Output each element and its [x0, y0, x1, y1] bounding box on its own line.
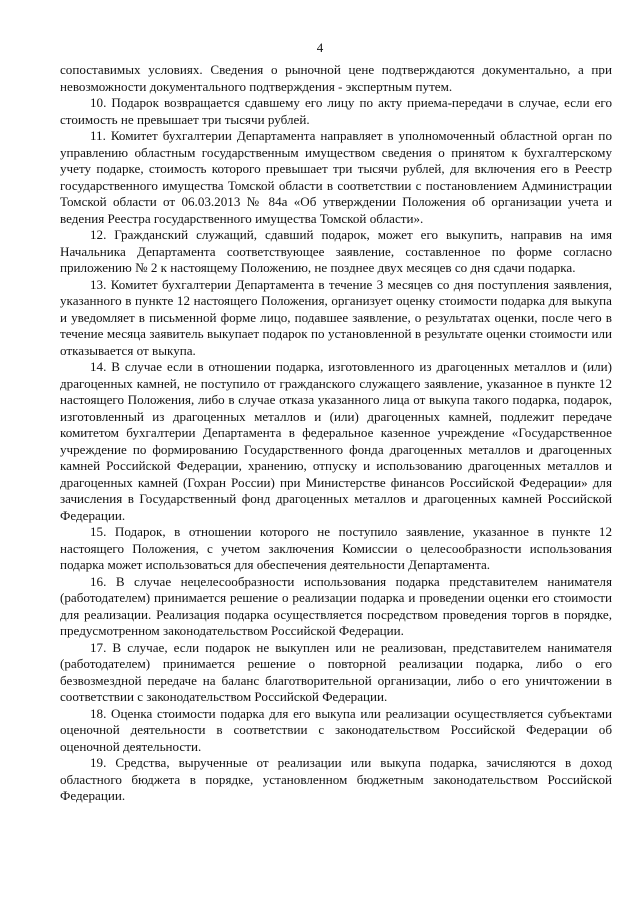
page-number: 4: [316, 40, 324, 55]
paragraph-10: 10. Подарок возвращается сдавшему его лицу по акту приема-передачи в случае, если его стоимость не превышает три тысячи рублей.: [60, 95, 612, 127]
document-body: [60, 62, 612, 805]
paragraph-17: 17. В случае, если подарок не выкуплен или не реализован, представителем нанимателя (работодателем) принимается решение о повторной реализации подарка, либо о его безвозмездной передаче на баланс благотворительной организации, либо о его уничтожении в соответствии с законодательством Российской Федерации.: [60, 639, 612, 704]
paragraph-19: 19. Средства, вырученные от реализации или выкупа подарка, зачисляются в доход областного бюджета в порядке, установленном бюджетным законодательством Российской Федерации.: [60, 755, 612, 803]
paragraph-11: 11. Комитет бухгалтерии Департамента направляет в уполномоченный областной орган по управлению областным государственным имуществом сведения о принятом к бухгалтерскому учету подарке, стоимость которого превышает три тысячи рублей, для включения его в Реестр государственного имущества Томской области в соответствии с постановлением Администрации Томской области от 06.03.2013 № 84а «Об утверждении Положения об организации учета и ведения Реестра государственного имущества Томской области».: [60, 128, 612, 226]
paragraph-12: 12. Гражданский служащий, сдавший подарок, может его выкупить, направив на имя Начальника Департамента соответствующее заявление, составленное по форме согласно приложению № 2 к настоящему Положению, не позднее двух месяцев со дня сдачи подарка.: [60, 227, 612, 275]
paragraph-16: 16. В случае нецелесообразности использования подарка представителем нанимателя (работодателем) принимается решение о реализации подарка и проведении оценки его стоимости для реализации. Реализация подарка осуществляется посредством проведения торгов в порядке, предусмотренном законодательством Российской Федерации.: [60, 573, 612, 638]
paragraph-15: 15. Подарок, в отношении которого не поступило заявление, указанное в пункте 12 настоящего Положения, с учетом заключения Комиссии о целесообразности использования подарка может использоваться для обеспечения деятельности Департамента.: [60, 524, 612, 572]
paragraph-14: 14. В случае если в отношении подарка, изготовленного из драгоценных металлов и (или) драгоценных камней, не поступило от гражданского служащего заявление, указанное в пункте 12 настоящего Положения, либо в случае отказа указанного лица от выкупа такого подарка, подарок, изготовленный из драгоценных металлов и (или) драгоценных камней, подлежит передаче комитетом бухгалтерии Департамента в федеральное казенное учреждение «Государственное учреждение по формированию Государственного фонда драгоценных металлов и драгоценных камней Российской Федерации, хранению, отпуску и использованию драгоценных металлов и драгоценных камней (Гохран России) при Министерстве финансов Российской Федерации» для зачисления в Государственный фонд драгоценных металлов и драгоценных камней Российской Федерации.: [60, 359, 612, 523]
paragraph-13: 13. Комитет бухгалтерии Департамента в течение 3 месяцев со дня поступления заявления, указанного в пункте 12 настоящего Положения, организует оценку стоимости подарка для выкупа и уведомляет в письменной форме лицо, подавшее заявление, о результатах оценки, после чего в течение месяца заявитель выкупает подарок по установленной в результате оценки стоимости или отказывается от выкупа.: [60, 276, 612, 358]
paragraph-18: 18. Оценка стоимости подарка для его выкупа или реализации осуществляется субъектами оценочной деятельности в соответствии с законодательством Российской Федерации об оценочной деятельности.: [60, 705, 612, 754]
paragraph-continuation: сопоставимых условиях. Сведения о рыночной цене подтверждаются документально, а при невозможности документального подтверждения - экспертным путем.: [60, 62, 612, 94]
